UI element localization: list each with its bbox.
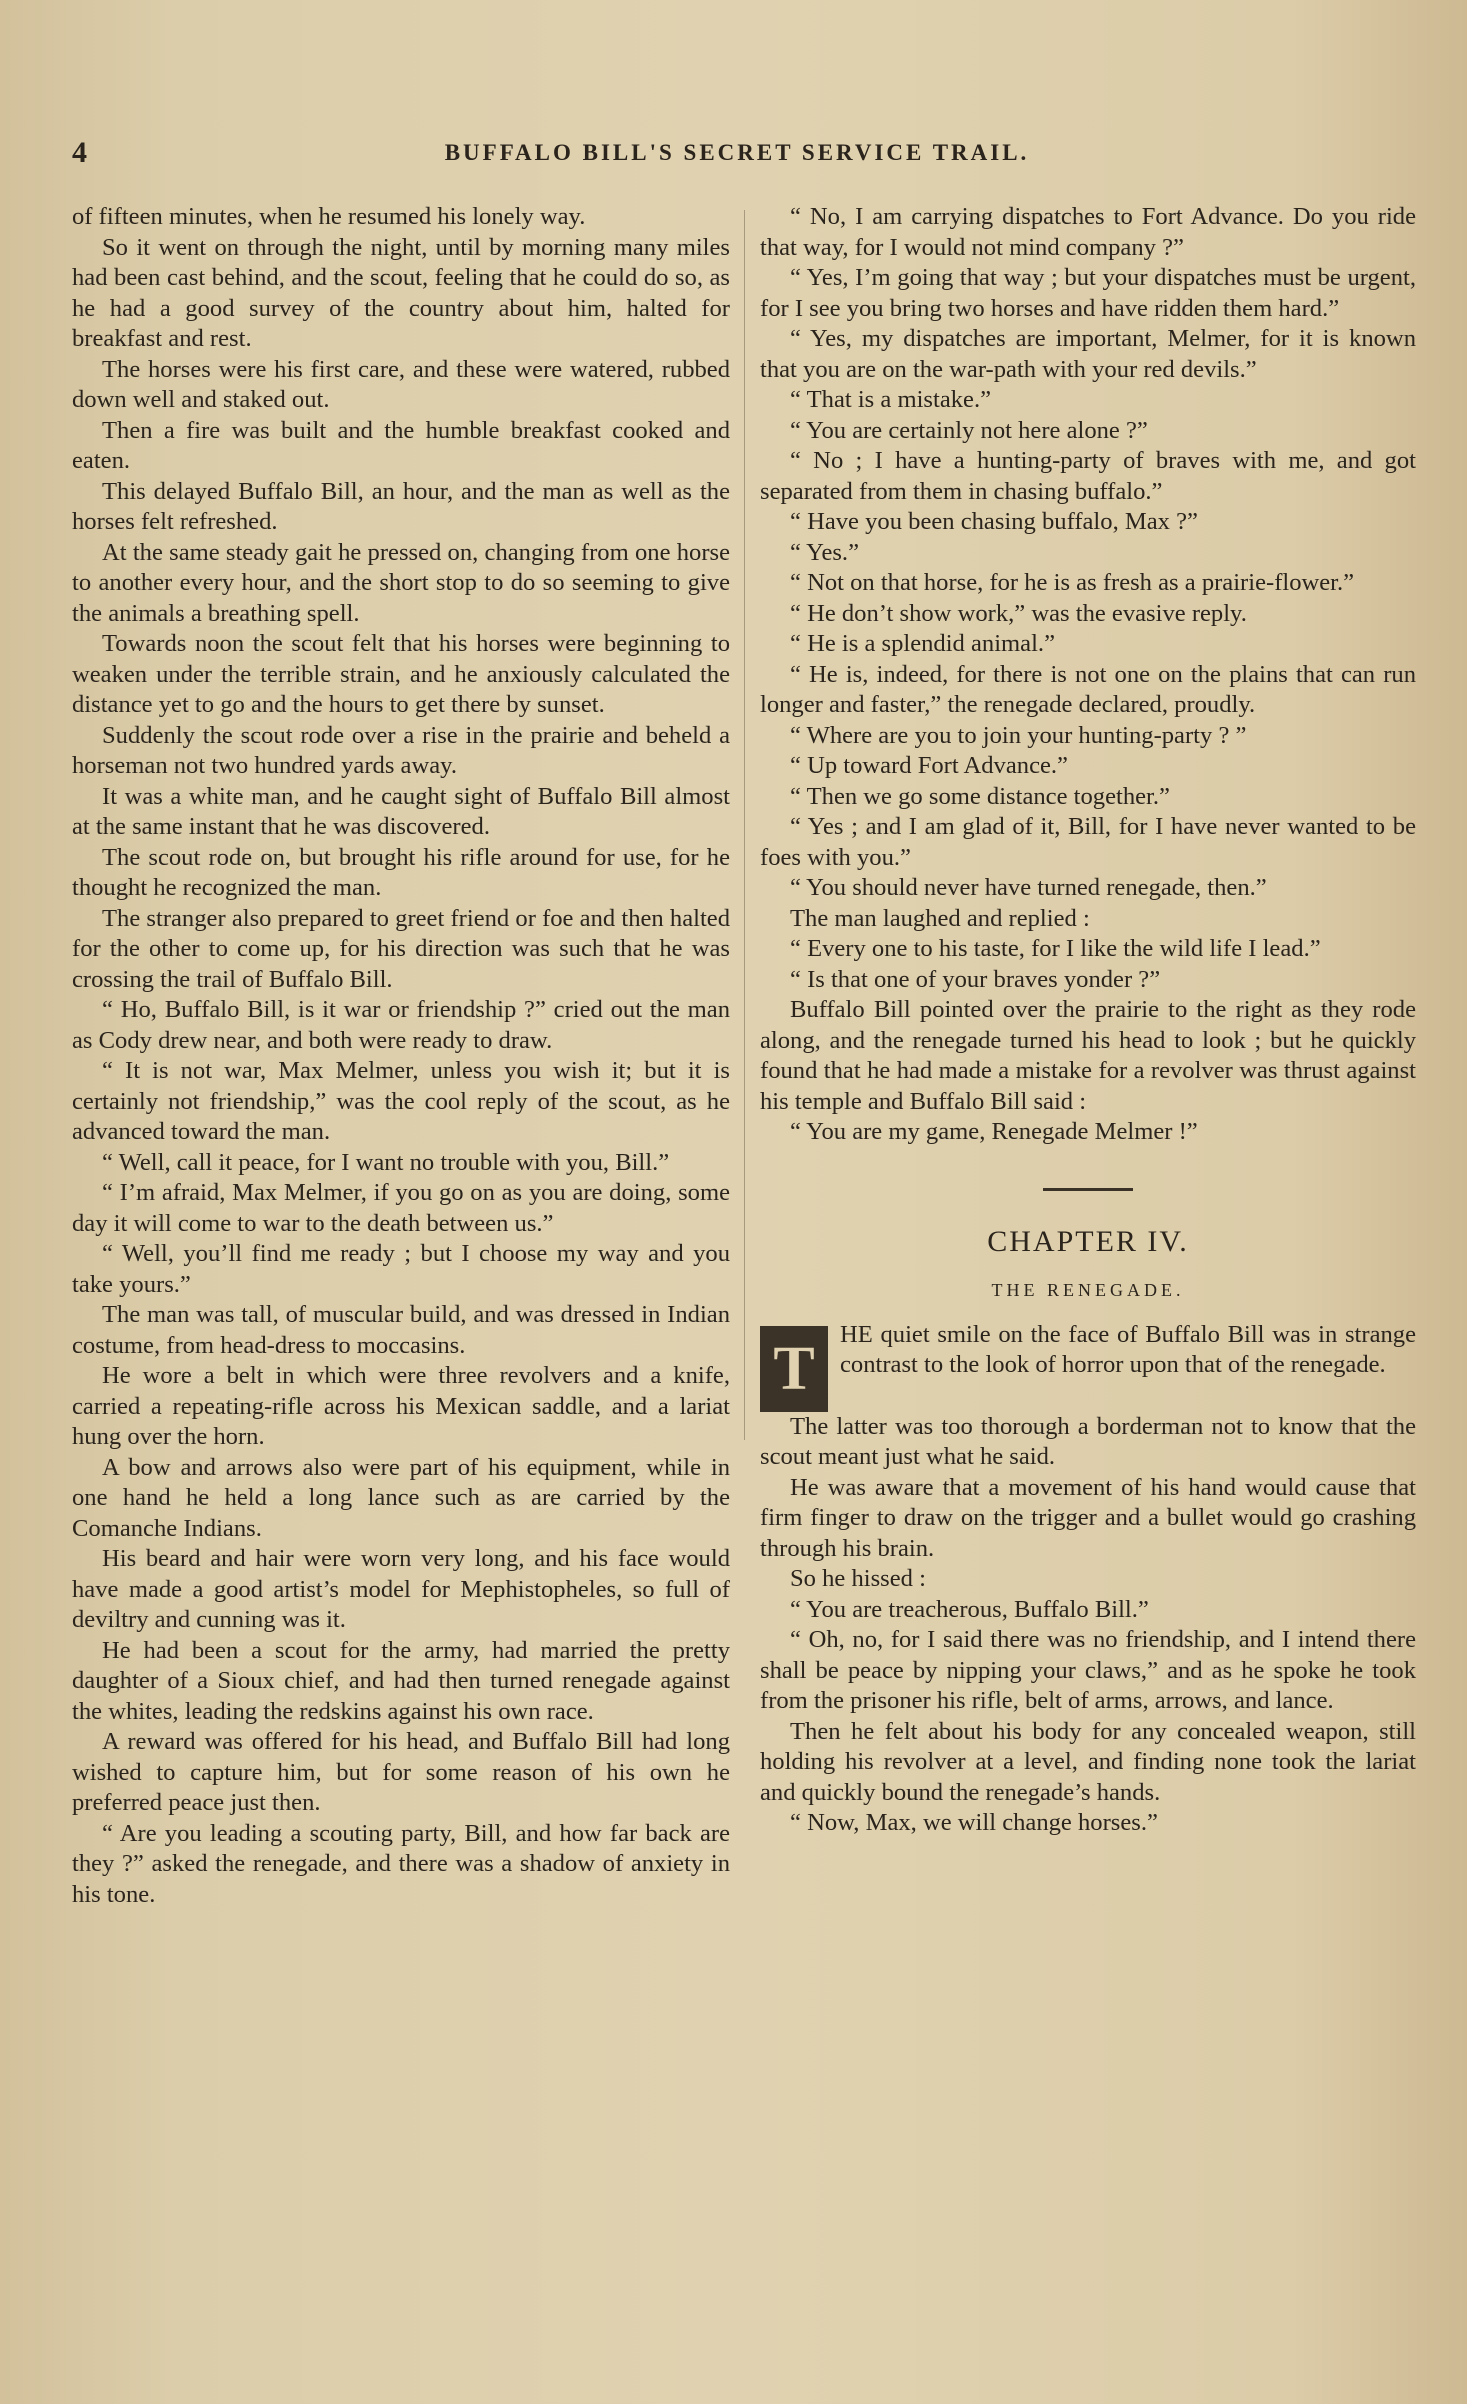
paragraph: “ You should never have turned renegade, then.”	[790, 874, 1267, 901]
right-column-story	[760, 202, 1416, 1148]
paragraph: Then he felt about his body for any concealed weapon, still holding his revolver at a level, and finding none took the lariat and quickly bound the renegade’s hands.	[760, 1717, 1416, 1806]
paragraph: “ No, I am carrying dispatches to Fort Advance. Do you ride that way, for I would not mind company ?”	[760, 203, 1416, 261]
running-head: BUFFALO BILL'S SECRET SERVICE TRAIL.	[444, 140, 1030, 165]
paragraph: “ That is a mistake.”	[790, 386, 992, 413]
paragraph: The scout rode on, but brought his rifle around for use, for he thought he recognized the man.	[72, 843, 730, 901]
paragraph: “ He is, indeed, for there is not one on the plains that can run longer and faster,” the renegade declared, proudly.	[760, 660, 1416, 718]
paragraph: “ Oh, no, for I said there was no friendship, and I intend there shall be peace by nipping your claws,” and as he spoke he took from the prisoner his rifle, belt of arms, arrows, and lance.	[760, 1626, 1416, 1714]
paragraph: Suddenly the scout rode over a rise in the prairie and beheld a horseman not two hundred yards away.	[72, 721, 730, 779]
section-separator	[1043, 1188, 1133, 1191]
column-divider	[744, 210, 745, 1440]
paragraph: So he hissed :	[790, 1565, 926, 1592]
paragraph: “ Ho, Buffalo Bill, is it war or friendship ?” cried out the man as Cody drew near, and both were ready to draw.	[72, 996, 730, 1054]
paragraph: It was a white man, and he caught sight of Buffalo Bill almost at the same instant that he was discovered.	[72, 782, 730, 840]
chapter-body	[760, 1412, 1416, 1839]
right-column	[760, 202, 1416, 1839]
paragraph: “ Where are you to join your hunting-party ? ”	[790, 721, 1247, 749]
paragraph: “ Yes, my dispatches are important, Melmer, for it is known that you are on the war-path with your red devils.”	[760, 325, 1416, 383]
paragraph: “ Yes, I’m going that way ; but your dispatches must be urgent, for I see you bring two horses and have ridden them hard.”	[760, 264, 1416, 322]
page-header	[72, 136, 1402, 176]
paragraph: Buffalo Bill pointed over the prairie to the right as they rode along, and the renegade turned his head to look ; but he quickly found that he had made a mistake for a revolver was thrust against his temple and Buffalo Bill said :	[760, 996, 1416, 1115]
paragraph: He was aware that a movement of his hand would cause that firm finger to draw on the trigger and a bullet would go crashing through his brain.	[760, 1473, 1416, 1562]
paragraph: “ Yes ; and I am glad of it, Bill, for I have never wanted to be foes with you.”	[760, 813, 1416, 871]
paragraph: “ You are treacherous, Buffalo Bill.”	[790, 1595, 1149, 1623]
paragraph: “ Not on that horse, for he is as fresh as a prairie-flower.”	[790, 569, 1355, 596]
paragraph: “ Every one to his taste, for I like the wild life I lead.”	[790, 935, 1321, 962]
paragraph: His beard and hair were worn very long, and his face would have made a good artist’s model for Mephistopheles, so full of deviltry and cunning was it.	[72, 1545, 730, 1633]
paragraph: Towards noon the scout felt that his horses were beginning to weaken under the terrible strain, and he anxiously calculated the distance yet to go and the hours to get there by sunset.	[72, 630, 730, 718]
left-column	[72, 202, 730, 1910]
drop-cap-letter: T	[760, 1326, 828, 1412]
paragraph: “ Have you been chasing buffalo, Max ?”	[790, 508, 1198, 535]
paragraph: “ Then we go some distance together.”	[790, 782, 1170, 810]
paragraph: “ Now, Max, we will change horses.”	[790, 1809, 1158, 1836]
paragraph: A reward was offered for his head, and Buffalo Bill had long wished to capture him, but for some reason of his own he preferred peace just then.	[72, 1728, 730, 1816]
paragraph: At the same steady gait he pressed on, changing from one horse to another every hour, and the short stop to do so seeming to give the animals a breathing spell.	[72, 538, 730, 627]
paragraph: This delayed Buffalo Bill, an hour, and the man as well as the horses felt refreshed.	[72, 477, 730, 535]
paragraph: “ Is that one of your braves yonder ?”	[790, 965, 1161, 993]
paragraph: He wore a belt in which were three revolvers and a knife, carried a repeating-rifle across his Mexican saddle, and a lariat hung over the horn.	[72, 1362, 730, 1450]
paragraph: “ He don’t show work,” was the evasive reply.	[790, 599, 1247, 627]
paragraph: The horses were his first care, and these were watered, rubbed down well and staked out.	[72, 355, 730, 413]
paragraph: “ I’m afraid, Max Melmer, if you go on as you are doing, some day it will come to war to the death between us.”	[72, 1179, 730, 1237]
paragraph: “ Yes.”	[790, 538, 860, 566]
paragraph: “ Are you leading a scouting party, Bill, and how far back are they ?” asked the renegade, and there was a shadow of anxiety in his tone.	[72, 1819, 730, 1908]
paragraph: “ You are my game, Renegade Melmer !”	[790, 1118, 1198, 1145]
chapter-title: CHAPTER IV.	[987, 1224, 1189, 1258]
paragraph: So it went on through the night, until by morning many miles had been cast behind, and the scout, feeling that he could do so, as he had a good survey of the country about him, halted for breakfast and rest.	[72, 233, 730, 352]
paragraph: of fifteen minutes, when he resumed his lonely way.	[72, 203, 586, 230]
paragraph: “ Well, call it peace, for I want no trouble with you, Bill.”	[102, 1148, 670, 1176]
paragraph: “ He is a splendid animal.”	[790, 630, 1055, 657]
paragraph: A bow and arrows also were part of his equipment, while in one hand he held a long lance such as are carried by the Comanche Indians.	[72, 1453, 730, 1542]
paragraph: He had been a scout for the army, had married the pretty daughter of a Sioux chief, and had then turned renegade against the whites, leading the redskins against his own race.	[72, 1636, 730, 1725]
chapter-first-paragraph: HE quiet smile on the face of Buffalo Bill was in strange contrast to the look of horror upon that of the renegade.	[840, 1320, 1416, 1378]
paragraph: “ No ; I have a hunting-party of braves with me, and got separated from them in chasing buffalo.”	[760, 447, 1416, 505]
chapter-subtitle: THE RENEGADE.	[991, 1280, 1185, 1300]
paragraph: The man was tall, of muscular build, and was dressed in Indian costume, from head-dress to moccasins.	[72, 1301, 730, 1359]
paragraph: “ Well, you’ll find me ready ; but I choose my way and you take yours.”	[72, 1240, 730, 1298]
paragraph: “ You are certainly not here alone ?”	[790, 416, 1148, 444]
paragraph: The stranger also prepared to greet friend or foe and then halted for the other to come up, for his direction was such that he was crossing the trail of Buffalo Bill.	[72, 904, 730, 993]
paragraph: “ Up toward Fort Advance.”	[790, 752, 1068, 779]
paragraph: The latter was too thorough a borderman not to know that the scout meant just what he said.	[760, 1412, 1416, 1470]
paragraph: “ It is not war, Max Melmer, unless you wish it; but it is certainly not friendship,” was the cool reply of the scout, as he advanced toward the man.	[72, 1057, 730, 1145]
chapter-opening	[760, 1320, 1416, 1412]
paragraph: The man laughed and replied :	[790, 904, 1090, 932]
paragraph: Then a fire was built and the humble breakfast cooked and eaten.	[72, 416, 730, 474]
page-number: 4	[72, 136, 87, 169]
